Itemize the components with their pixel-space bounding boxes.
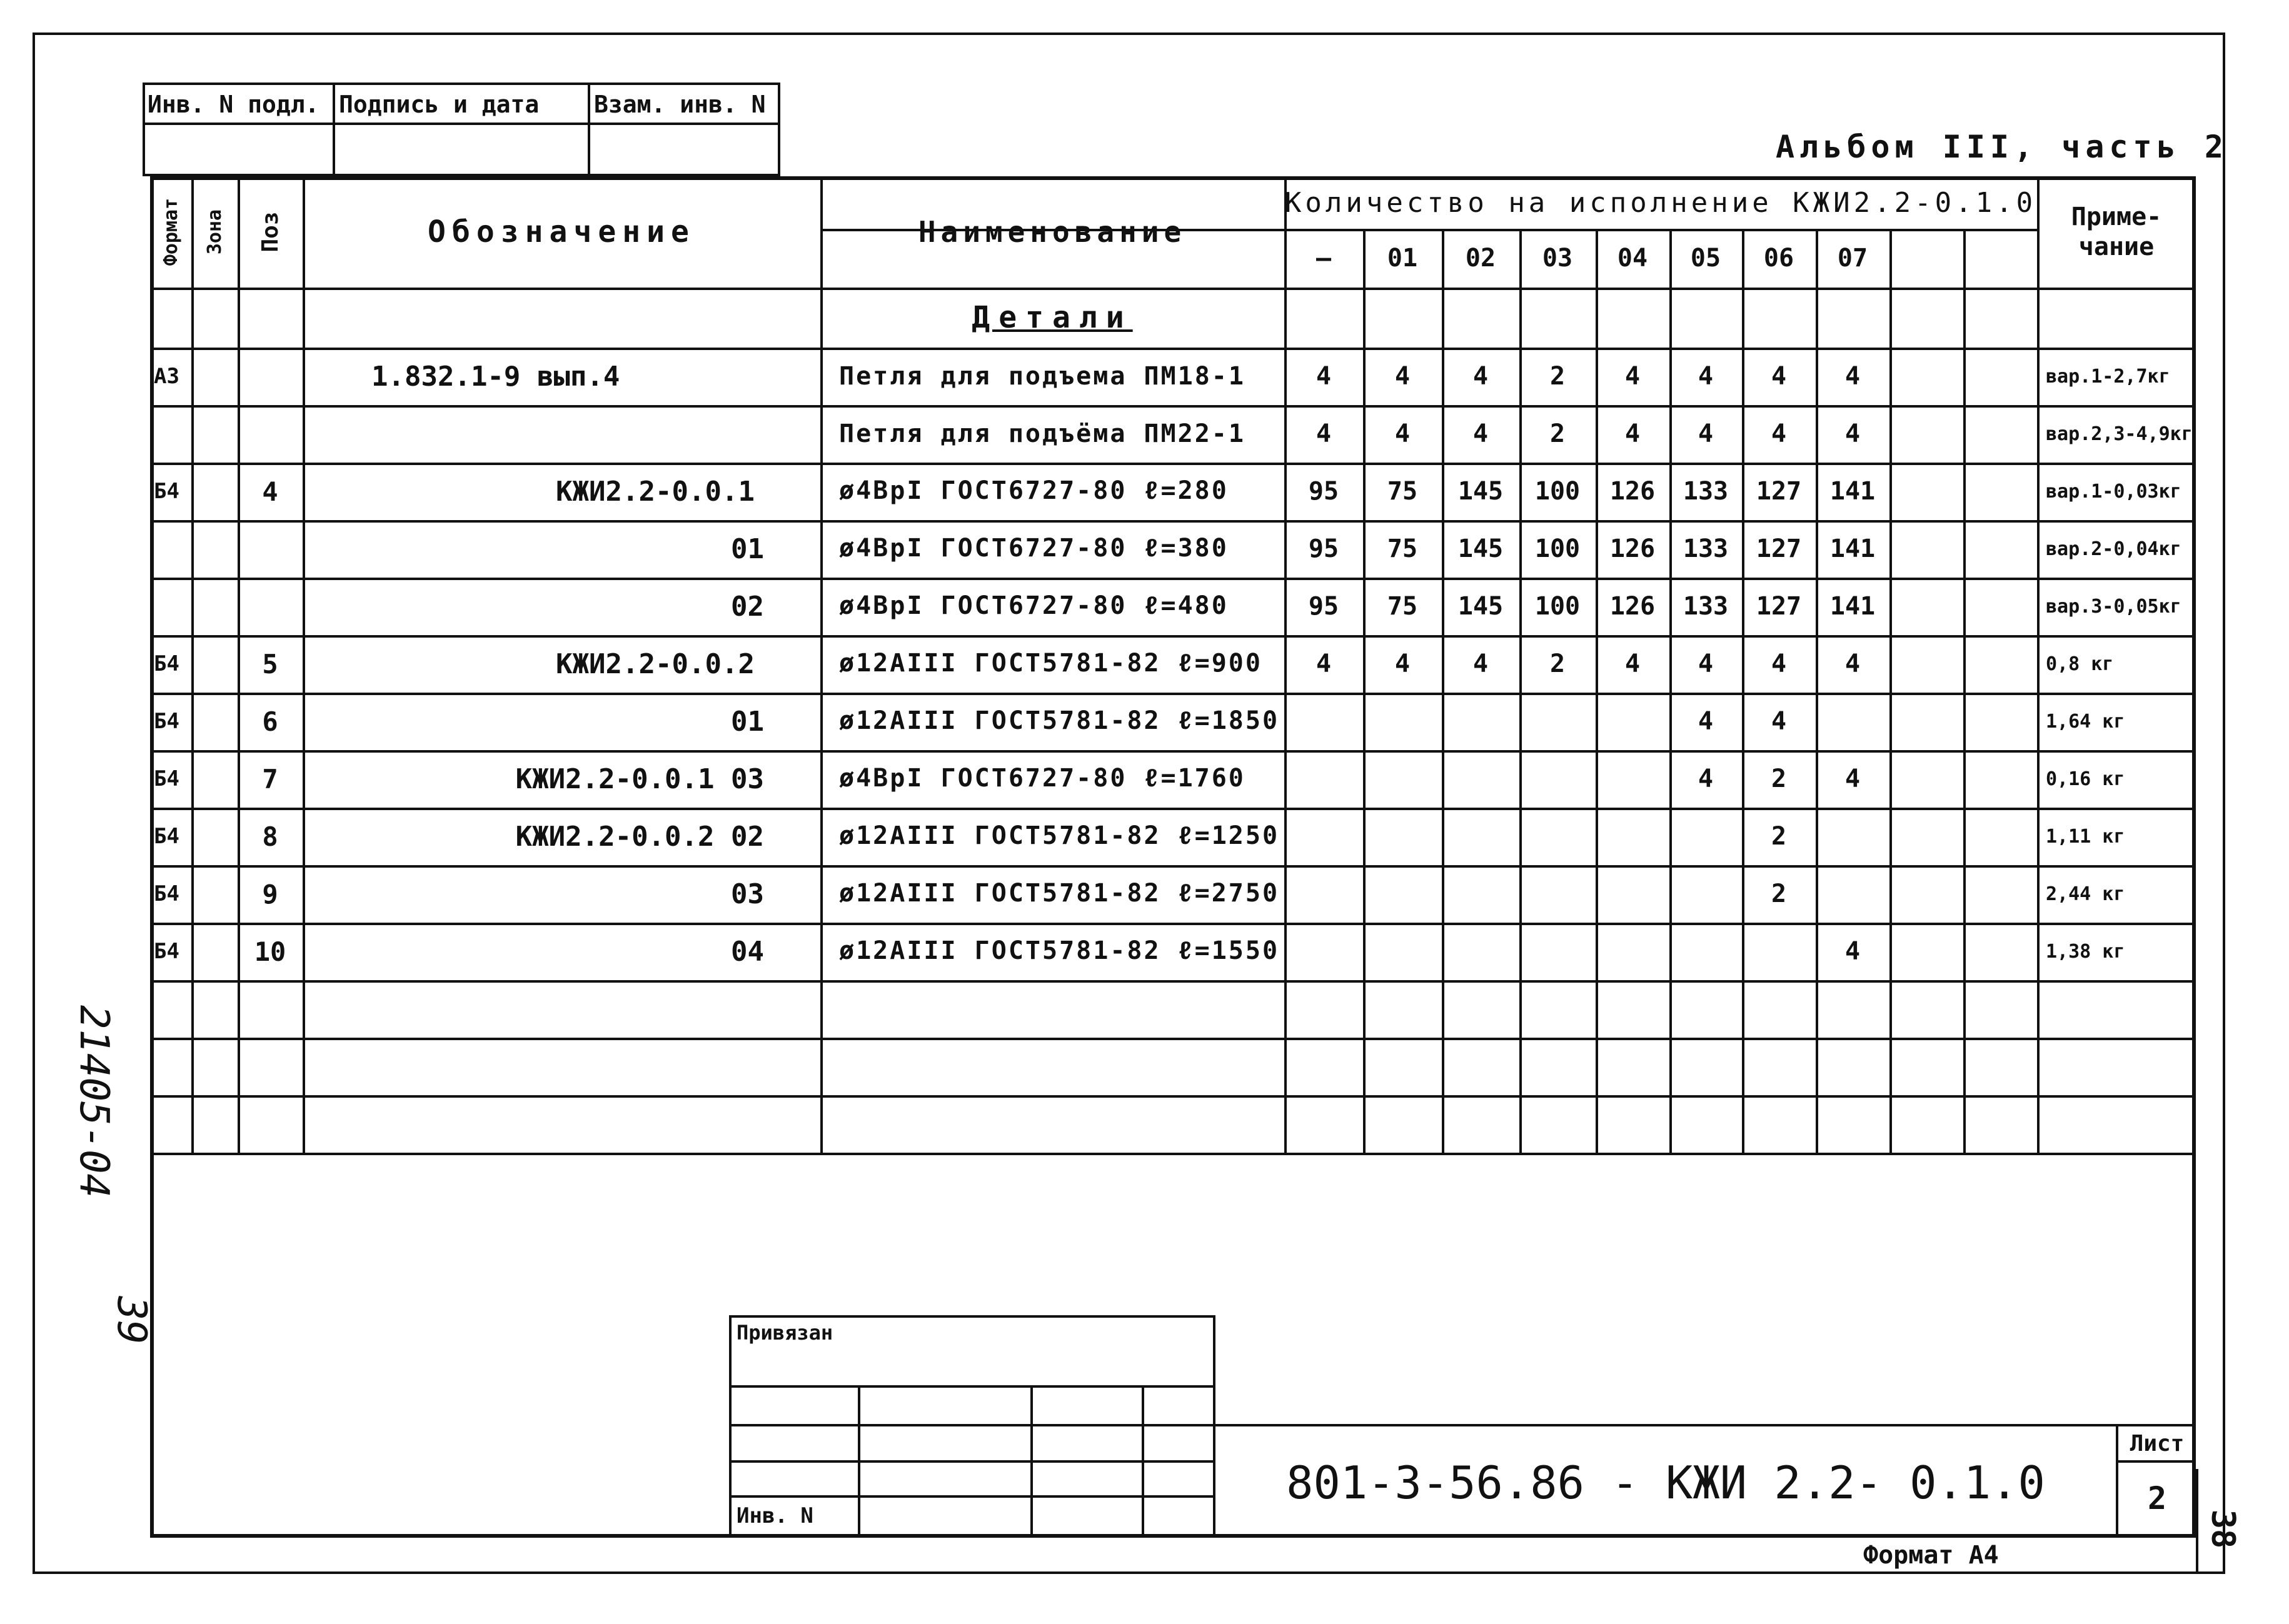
row-qty: 127 [1756,477,1802,506]
row-qty: 4 [1698,764,1714,793]
row-name: Петля для подъёма ПМ22-1 [839,419,1245,448]
row-qty [1284,808,1363,865]
row-qty [1963,348,2037,405]
row-qty: 4 [1624,649,1641,678]
row-qty [1889,520,1963,578]
header-variant-5: 05 [1690,244,1721,273]
row-qty: 4 [1844,649,1861,678]
row-poz [238,348,303,405]
row-qty [1442,750,1519,808]
row-qty [1519,865,1596,923]
row-designation [303,405,820,463]
row-qty [1284,693,1363,750]
row-qty: 4 [1698,419,1714,448]
row-qty [1889,693,1963,750]
row-qty [1669,865,1742,923]
row-qty [1284,923,1363,980]
stamp-podpis: Подпись и дата [339,91,540,118]
list-label: Лист [2130,1430,2185,1456]
row-qty: 100 [1534,534,1581,563]
row-qty [1596,750,1669,808]
header-variant-9 [1963,229,2037,288]
row-qty [1442,923,1519,980]
row-designation: КЖИ2.2-0.0.2 [556,648,755,680]
row-qty: 4 [1316,419,1332,448]
header-format: Формат [159,198,182,266]
row-qty [1963,520,2037,578]
row-name: ø12АIII ГОСТ5781-82 ℓ=1550 [839,936,1280,965]
row-name: ø12АIII ГОСТ5781-82 ℓ=1250 [839,821,1280,850]
row-qty: 133 [1683,534,1729,563]
row-qty: 2 [1771,880,1787,908]
row-qty [1669,808,1742,865]
row-qty: 4 [1624,362,1641,391]
header-variant-0: – [1316,244,1332,273]
row-qty [1596,693,1669,750]
row-qty: 4 [1844,362,1861,391]
header-variant-4: 04 [1617,244,1648,273]
row-poz [238,405,303,463]
row-qty: 4 [1698,362,1714,391]
side-page: 39 [108,1296,154,1345]
row-qty [1596,923,1669,980]
row-qty: 4 [1394,362,1411,391]
header-variant-2: 02 [1465,244,1496,273]
row-note: вар.1-0,03кг [2046,480,2181,503]
row-qty: 145 [1457,477,1504,506]
row-qty [1363,865,1442,923]
row-designation: 03 [731,878,764,910]
row-note: вар.2-0,04кг [2046,538,2181,560]
row-format: Б4 [154,939,179,964]
row-qty [1963,693,2037,750]
row-qty [1519,750,1596,808]
row-format: Б4 [154,479,179,504]
row-qty: 145 [1457,534,1504,563]
row-qty [1963,635,2037,693]
row-format [150,520,191,578]
row-qty [1816,865,1889,923]
header-variant-1: 01 [1387,244,1418,273]
margin-page-number: 38 [2204,1509,2241,1549]
header-variant-6: 06 [1763,244,1794,273]
row-note: 1,38 кг [2046,940,2125,963]
row-poz: 7 [262,763,278,794]
row-qty: 141 [1829,477,1876,506]
row-qty [1669,923,1742,980]
row-qty: 4 [1844,937,1861,966]
row-qty: 4 [1771,649,1787,678]
row-qty: 4 [1771,419,1787,448]
row-note: 1,11 кг [2046,825,2125,848]
row-qty: 133 [1683,592,1729,621]
header-kolichestvo: Количество на исполнение КЖИ2.2-0.1.0 [1284,186,2037,219]
row-qty: 133 [1683,477,1729,506]
header-variant-8 [1889,229,1963,288]
row-qty: 2 [1771,822,1787,851]
row-qty [1442,808,1519,865]
row-qty: 4 [1624,419,1641,448]
document-designation: 801-3-56.86 - КЖИ 2.2- 0.1.0 [1286,1456,2045,1509]
row-qty [1889,750,1963,808]
row-designation: 1.832.1-9 вып.4 [371,360,620,393]
row-qty [1963,865,2037,923]
album-label: Альбом III, часть 2 [1776,129,2228,165]
row-qty: 127 [1756,534,1802,563]
row-note: 0,16 кг [2046,768,2125,790]
row-qty: 4 [1698,649,1714,678]
row-qty [1519,923,1596,980]
header-variant-3: 03 [1542,244,1573,273]
row-qty: 126 [1609,477,1656,506]
row-format: Б4 [154,881,179,906]
row-note: вар.1-2,7кг [2046,365,2170,388]
row-qty: 100 [1534,477,1581,506]
row-format: Б4 [154,766,179,791]
row-qty [1889,865,1963,923]
row-qty [1816,693,1889,750]
row-poz: 10 [254,936,286,967]
row-qty: 4 [1698,707,1714,736]
row-qty [1963,463,2037,520]
row-qty [1963,578,2037,635]
row-name: ø4ВрI ГОСТ6727-80 ℓ=280 [839,476,1229,505]
row-qty [1963,750,2037,808]
row-qty [1284,750,1363,808]
row-qty: 141 [1829,534,1876,563]
row-designation: 04 [731,935,764,968]
row-format: Б4 [154,651,179,676]
header-variant-7: 07 [1837,244,1868,273]
row-designation: КЖИ2.2-0.0.1 [556,475,755,508]
row-note: 0,8 кг [2046,653,2114,675]
row-qty [1963,405,2037,463]
row-designation: КЖИ2.2-0.0.1 03 [515,763,764,795]
row-qty: 95 [1308,534,1339,563]
row-qty [1963,923,2037,980]
row-qty: 126 [1609,534,1656,563]
row-poz: 5 [262,648,278,679]
binding-privyazan: Привязан [737,1321,833,1345]
row-qty: 95 [1308,592,1339,621]
row-qty [1889,923,1963,980]
header-poz: Поз [257,211,283,253]
row-name: ø4ВрI ГОСТ6727-80 ℓ=380 [839,533,1229,563]
row-qty [1363,923,1442,980]
side-code: 21405-04 [71,1005,117,1198]
row-designation: 01 [731,705,764,738]
header-naimenovanie: Наименование [918,215,1187,249]
row-qty [1889,348,1963,405]
row-format: Б4 [154,709,179,734]
row-qty: 2 [1549,362,1566,391]
row-qty: 2 [1549,419,1566,448]
list-number: 2 [2147,1480,2167,1516]
row-qty: 95 [1308,477,1339,506]
row-note: вар.2,3-4,9кг [2046,423,2193,445]
row-qty [1889,635,1963,693]
row-poz: 6 [262,706,278,737]
row-qty [1363,693,1442,750]
row-format [150,578,191,635]
row-qty [1363,808,1442,865]
row-qty [1442,865,1519,923]
row-qty [1963,808,2037,865]
row-qty: 4 [1472,362,1489,391]
row-designation: 01 [731,533,764,565]
section-title: Детали [972,300,1133,335]
binding-inv: Инв. N [737,1503,813,1528]
row-qty: 126 [1609,592,1656,621]
row-qty: 100 [1534,592,1581,621]
row-qty: 141 [1829,592,1876,621]
row-name: ø12АIII ГОСТ5781-82 ℓ=2750 [839,878,1280,908]
row-format [150,405,191,463]
row-format: Б4 [154,824,179,849]
row-name: ø4ВрI ГОСТ6727-80 ℓ=480 [839,591,1229,620]
row-qty: 4 [1472,419,1489,448]
header-primechanie: Приме- чание [2071,203,2162,261]
row-poz [238,578,303,635]
row-qty: 4 [1771,707,1787,736]
row-note: 1,64 кг [2046,710,2125,733]
row-qty [1742,923,1816,980]
row-qty [1284,865,1363,923]
row-qty: 4 [1316,362,1332,391]
row-qty [1889,578,1963,635]
row-poz: 8 [262,821,278,852]
row-note: вар.3-0,05кг [2046,595,2181,618]
row-name: ø12АIII ГОСТ5781-82 ℓ=1850 [839,706,1280,735]
row-qty: 2 [1771,764,1787,793]
header-zona: Зона [203,209,226,255]
row-qty [1596,865,1669,923]
row-designation: КЖИ2.2-0.0.2 02 [515,820,764,853]
row-poz [238,520,303,578]
row-qty: 2 [1549,649,1566,678]
row-qty [1519,693,1596,750]
row-qty: 4 [1394,649,1411,678]
row-qty: 4 [1844,419,1861,448]
format-label: Формат А4 [1863,1541,1999,1570]
row-qty: 75 [1387,592,1418,621]
row-format: А3 [154,364,179,389]
row-designation: 02 [731,590,764,623]
row-qty [1889,463,1963,520]
row-qty: 4 [1316,649,1332,678]
row-name: ø4ВрI ГОСТ6727-80 ℓ=1760 [839,763,1245,793]
row-note: 2,44 кг [2046,883,2125,905]
row-qty: 75 [1387,534,1418,563]
row-qty [1596,808,1669,865]
row-qty: 4 [1844,764,1861,793]
row-qty [1889,808,1963,865]
row-qty: 75 [1387,477,1418,506]
row-qty: 127 [1756,592,1802,621]
row-poz: 9 [262,878,278,910]
header-oboznachenie: Обозначение [428,214,695,249]
row-qty [1363,750,1442,808]
row-poz: 4 [262,476,278,507]
row-qty [1816,808,1889,865]
row-qty: 4 [1472,649,1489,678]
row-qty [1442,693,1519,750]
row-qty [1889,405,1963,463]
row-name: Петля для подъема ПМ18-1 [839,362,1245,391]
row-qty [1519,808,1596,865]
row-qty: 4 [1771,362,1787,391]
row-qty: 145 [1457,592,1504,621]
stamp-inv-podl: Инв. N подл. [148,91,319,118]
row-name: ø12АIII ГОСТ5781-82 ℓ=900 [839,648,1262,678]
stamp-vzam: Взам. инв. N [594,91,766,118]
row-qty: 4 [1394,419,1411,448]
